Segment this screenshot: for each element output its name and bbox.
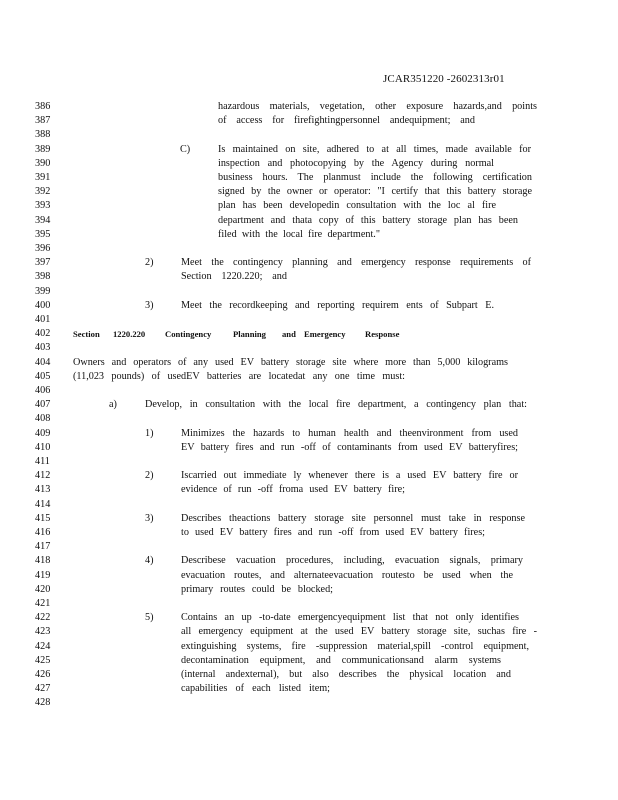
- document-line: [0, 356, 618, 370]
- document-line: [0, 583, 618, 597]
- line-text: all emergency equipment at the used EV battery storage site, suchas fire -: [181, 626, 537, 638]
- line-number: 418: [35, 555, 51, 567]
- list-marker: 2): [145, 470, 154, 482]
- line-number: 421: [35, 598, 51, 609]
- document-line: [0, 157, 618, 171]
- line-number: 396: [35, 243, 51, 254]
- document-line: [0, 597, 618, 611]
- document-line: [0, 341, 618, 355]
- section-heading-word: Section: [73, 329, 100, 340]
- line-number: 405: [35, 370, 51, 382]
- line-number: 412: [35, 470, 51, 482]
- document-line: [0, 483, 618, 497]
- section-heading-line: [0, 327, 618, 341]
- line-text: Meet the recordkeeping and reporting requirem ents of Subpart E.: [181, 299, 494, 311]
- document-line: [0, 256, 618, 270]
- line-text: Meet the contingency planning and emergency response requirements of: [181, 257, 531, 269]
- section-heading-word: Response: [365, 329, 400, 340]
- section-heading-word: Planning: [233, 329, 266, 340]
- document-line: [0, 668, 618, 682]
- line-text: department and thata copy of this battery storage plan has been: [218, 214, 518, 226]
- line-number: 393: [35, 200, 51, 212]
- line-number: 410: [35, 441, 51, 453]
- line-number: 425: [35, 654, 51, 666]
- line-number: 415: [35, 512, 51, 524]
- line-number: 404: [35, 356, 51, 368]
- document-line: [0, 469, 618, 483]
- document-line: [0, 128, 618, 142]
- line-number: 388: [35, 129, 51, 141]
- document-line: [0, 412, 618, 426]
- line-text: Section 1220.220; and: [181, 271, 287, 283]
- line-text: evacuation routes, and alternateevacuation routesto be used when the: [181, 569, 513, 581]
- line-number: 386: [35, 101, 51, 112]
- line-text: Develop, in consultation with the local fire department, a contingency plan that:: [145, 399, 527, 411]
- line-text: inspection and photocopying by the Agency during normal: [218, 157, 494, 169]
- document-line: [0, 398, 618, 412]
- section-heading-word: Emergency: [304, 329, 346, 340]
- document-line: [0, 640, 618, 654]
- line-number: 406: [35, 385, 51, 396]
- line-number: 408: [35, 413, 51, 425]
- list-marker: 3): [145, 299, 154, 311]
- line-text: of access for firefightingpersonnel andequipment; and: [218, 115, 475, 127]
- line-text: capabilities of each listed item;: [181, 683, 330, 695]
- list-marker: 5): [145, 612, 154, 624]
- document-line: [0, 171, 618, 185]
- line-text: signed by the owner or operator: "I certify that this battery storage: [218, 186, 532, 198]
- document-line: [0, 270, 618, 284]
- list-marker: a): [109, 399, 117, 411]
- document-line: [0, 498, 618, 512]
- document-line: [0, 441, 618, 455]
- line-text: primary routes could be blocked;: [181, 583, 333, 595]
- line-number: 413: [35, 484, 51, 496]
- document-line: [0, 228, 618, 242]
- document-line: [0, 526, 618, 540]
- line-number: 392: [35, 186, 51, 198]
- section-heading-word: 1220.220: [113, 329, 146, 340]
- document-line: [0, 242, 618, 256]
- document-line: [0, 540, 618, 554]
- line-text: hazardous materials, vegetation, other exposure hazards,and points: [218, 101, 537, 112]
- document-line: [0, 114, 618, 128]
- line-text: Contains an up -to-date emergencyequipment list that not only identifies: [181, 612, 519, 624]
- list-marker: C): [180, 143, 191, 155]
- list-marker: 1): [145, 427, 154, 439]
- document-line: [0, 185, 618, 199]
- document-line: [0, 654, 618, 668]
- document-line: [0, 384, 618, 398]
- line-number: 411: [35, 456, 50, 467]
- list-marker: 2): [145, 257, 154, 269]
- line-number: 409: [35, 427, 51, 439]
- line-number: 391: [35, 172, 51, 183]
- line-text: Is maintained on site, adhered to at all times, made available for: [218, 143, 531, 155]
- document-line: [0, 554, 618, 568]
- document-id-header: JCAR351220 -2602313r01: [383, 73, 505, 85]
- line-number: 401: [35, 314, 51, 325]
- document-line: [0, 285, 618, 299]
- document-line: [0, 214, 618, 228]
- line-number: 419: [35, 569, 51, 581]
- document-line: [0, 512, 618, 526]
- line-text: Describes theactions battery storage site personnel must take in response: [181, 512, 525, 524]
- line-text: extinguishing systems, fire -suppression material,spill -control equipment,: [181, 640, 529, 652]
- document-line: [0, 427, 618, 441]
- line-number: 400: [35, 299, 51, 311]
- document-line: [0, 199, 618, 213]
- document-line: [0, 313, 618, 327]
- line-number: 389: [35, 143, 51, 155]
- list-marker: 3): [145, 512, 154, 524]
- line-number: 423: [35, 626, 51, 638]
- line-text: plan has been developedin consultation with the loc al fire: [218, 200, 496, 212]
- line-text: Minimizes the hazards to human health and theenvironment from used: [181, 427, 518, 439]
- line-number: 387: [35, 115, 51, 127]
- line-number: 398: [35, 271, 51, 283]
- line-number: 428: [35, 697, 51, 709]
- document-line: [0, 682, 618, 696]
- section-heading-word: and: [282, 329, 296, 340]
- line-number: 426: [35, 669, 51, 680]
- line-text: evidence of run -off froma used EV battery fire;: [181, 484, 405, 496]
- line-number: 422: [35, 612, 51, 624]
- line-text: filed with the local fire department.": [218, 228, 380, 240]
- line-number: 403: [35, 342, 51, 354]
- document-line: [0, 625, 618, 639]
- document-line: [0, 299, 618, 313]
- document-line: [0, 696, 618, 710]
- line-number: 402: [35, 328, 51, 340]
- section-heading-word: Contingency: [165, 329, 212, 340]
- line-text: (11,023 pounds) of usedEV batteries are locatedat any one time must:: [73, 370, 405, 382]
- document-line: [0, 143, 618, 157]
- line-number: 414: [35, 498, 51, 510]
- line-number: 424: [35, 640, 51, 652]
- line-text: business hours. The planmust include the following certification: [218, 172, 532, 183]
- line-number: 395: [35, 228, 51, 240]
- document-line: [0, 611, 618, 625]
- line-text: Owners and operators of any used EV battery storage site where more than 5,000 kilograms: [73, 356, 508, 368]
- list-marker: 4): [145, 555, 154, 567]
- line-number: 397: [35, 257, 51, 269]
- line-number: 394: [35, 214, 51, 226]
- line-number: 390: [35, 157, 51, 169]
- line-text: EV battery fires and run -off of contaminants from used EV batteryfires;: [181, 441, 518, 453]
- line-text: Iscarried out immediate ly whenever there is a used EV battery fire or: [181, 470, 518, 482]
- line-number: 427: [35, 683, 51, 695]
- line-text: Describese vacuation procedures, including, evacuation signals, primary: [181, 555, 523, 567]
- line-number: 407: [35, 399, 51, 411]
- document-line: [0, 569, 618, 583]
- line-text: (internal andexternal), but also describes the physical location and: [181, 669, 511, 680]
- document-line: [0, 100, 618, 114]
- line-number: 416: [35, 527, 51, 538]
- document-line: [0, 370, 618, 384]
- document-line: [0, 455, 618, 469]
- line-number: 420: [35, 583, 51, 595]
- line-text: to used EV battery fires and run -off from used EV battery fires;: [181, 527, 485, 538]
- line-number: 399: [35, 285, 51, 297]
- line-text: decontamination equipment, and communicationsand alarm systems: [181, 654, 501, 666]
- line-number: 417: [35, 541, 51, 553]
